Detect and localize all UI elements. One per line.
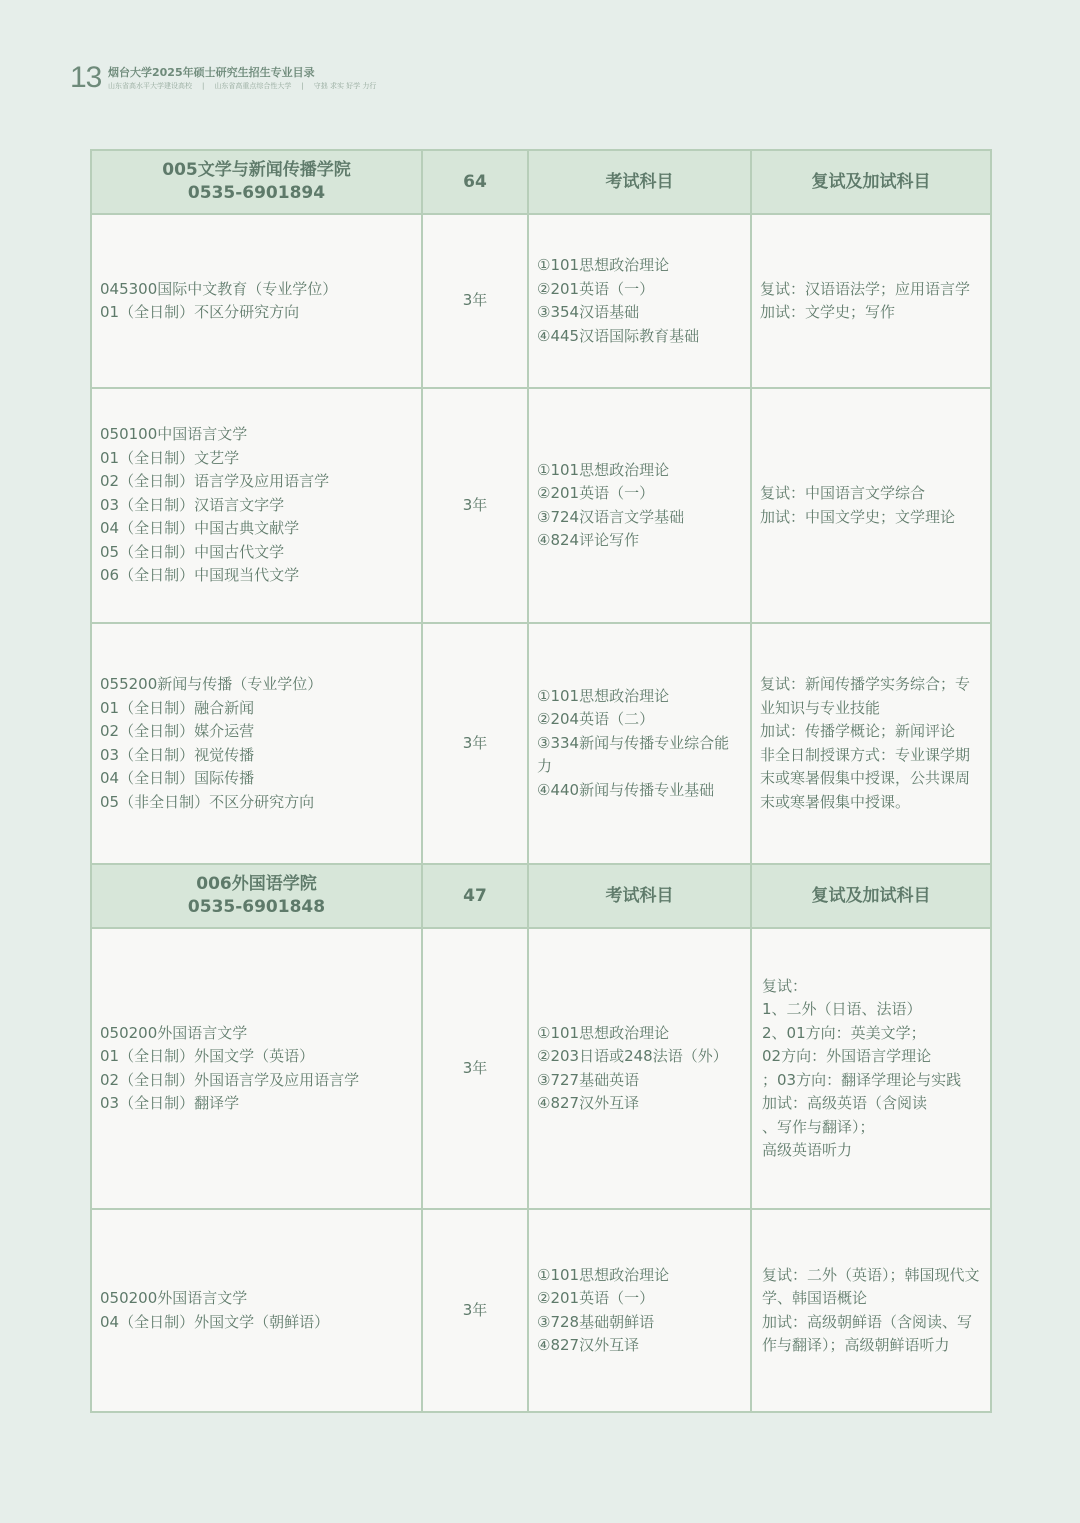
retest-subjects-header: 复试及加试科目 xyxy=(751,864,991,928)
table-row xyxy=(91,388,991,623)
duration-cell: 3年 xyxy=(422,214,528,388)
major-cell: 045300国际中文教育（专业学位） 01（全日制）不区分研究方向 xyxy=(91,214,422,388)
subtitle-3: 守拙 求实 好学 力行 xyxy=(313,82,377,90)
retest-subjects-cell: 复试：中国语言文学综合 加试：中国文学史；文学理论 xyxy=(751,388,991,623)
retest-subjects-cell: 复试： 1、二外（日语、法语） 2、01方向：英美文学； 02方向：外国语言学理论 ；03方向：翻译学理论与实践 加试：高级英语（含阅读 、写作与翻译）； 高级英语听力 xyxy=(751,928,991,1209)
subtitle-2: 山东省高重点综合性大学 xyxy=(214,82,292,90)
exam-subjects-cell: ①101思想政治理论 ②203日语或248法语（外） ③727基础英语 ④827汉外互译 xyxy=(528,928,751,1209)
exam-subjects-header: 考试科目 xyxy=(528,150,751,214)
exam-subjects-cell: ①101思想政治理论 ②201英语（一） ③724汉语言文学基础 ④824评论写作 xyxy=(528,388,751,623)
major-cell: 055200新闻与传播（专业学位） 01（全日制）融合新闻 02（全日制）媒介运营 03（全日制）视觉传播 04（全日制）国际传播 05（非全日制）不区分研究方向 xyxy=(91,623,422,864)
college-header-row xyxy=(91,864,991,928)
header-subtitle xyxy=(108,81,376,91)
major-cell: 050100中国语言文学 01（全日制）文艺学 02（全日制）语言学及应用语言学 03（全日制）汉语言文字学 04（全日制）中国古典文献学 05（全日制）中国古代文学 06（全日制）中国现当代文学 xyxy=(91,388,422,623)
table-row xyxy=(91,1209,991,1412)
enrollment-catalog-table xyxy=(90,149,992,1413)
subtitle-1: 山东省高水平大学建设高校 xyxy=(108,82,192,90)
college-name: 006外国语学院 0535-6901848 xyxy=(91,864,422,928)
catalog-title: 烟台大学2025年硕士研究生招生专业目录 xyxy=(108,66,315,79)
enrollment-quota: 64 xyxy=(422,150,528,214)
retest-subjects-cell: 复试：汉语语法学；应用语言学 加试：文学史；写作 xyxy=(751,214,991,388)
exam-subjects-cell: ①101思想政治理论 ②204英语（二） ③334新闻与传播专业综合能力 ④440新闻与传播专业基础 xyxy=(528,623,751,864)
page-number: 13 xyxy=(70,61,102,94)
duration-cell: 3年 xyxy=(422,388,528,623)
table-row xyxy=(91,214,991,388)
exam-subjects-header: 考试科目 xyxy=(528,864,751,928)
duration-cell: 3年 xyxy=(422,928,528,1209)
major-cell: 050200外国语言文学 04（全日制）外国文学（朝鲜语） xyxy=(91,1209,422,1412)
retest-subjects-cell: 复试：新闻传播学实务综合；专业知识与专业技能 加试：传播学概论；新闻评论 非全日制授课方式：专业课学期末或寒暑假集中授课，公共课周末或寒暑假集中授课。 xyxy=(751,623,991,864)
college-name: 005文学与新闻传播学院 0535-6901894 xyxy=(91,150,422,214)
exam-subjects-cell: ①101思想政治理论 ②201英语（一） ③728基础朝鲜语 ④827汉外互译 xyxy=(528,1209,751,1412)
retest-subjects-cell: 复试：二外（英语）；韩国现代文学、韩国语概论 加试：高级朝鲜语（含阅读、写作与翻译）；高级朝鲜语听力 xyxy=(751,1209,991,1412)
table-row xyxy=(91,928,991,1209)
major-cell: 050200外国语言文学 01（全日制）外国文学（英语） 02（全日制）外国语言学及应用语言学 03（全日制）翻译学 xyxy=(91,928,422,1209)
subtitle-separator: | xyxy=(202,82,205,90)
enrollment-quota: 47 xyxy=(422,864,528,928)
duration-cell: 3年 xyxy=(422,1209,528,1412)
subtitle-separator: | xyxy=(301,82,304,90)
table-row xyxy=(91,623,991,864)
college-header-row xyxy=(91,150,991,214)
exam-subjects-cell: ①101思想政治理论 ②201英语（一） ③354汉语基础 ④445汉语国际教育基础 xyxy=(528,214,751,388)
retest-subjects-header: 复试及加试科目 xyxy=(751,150,991,214)
duration-cell: 3年 xyxy=(422,623,528,864)
